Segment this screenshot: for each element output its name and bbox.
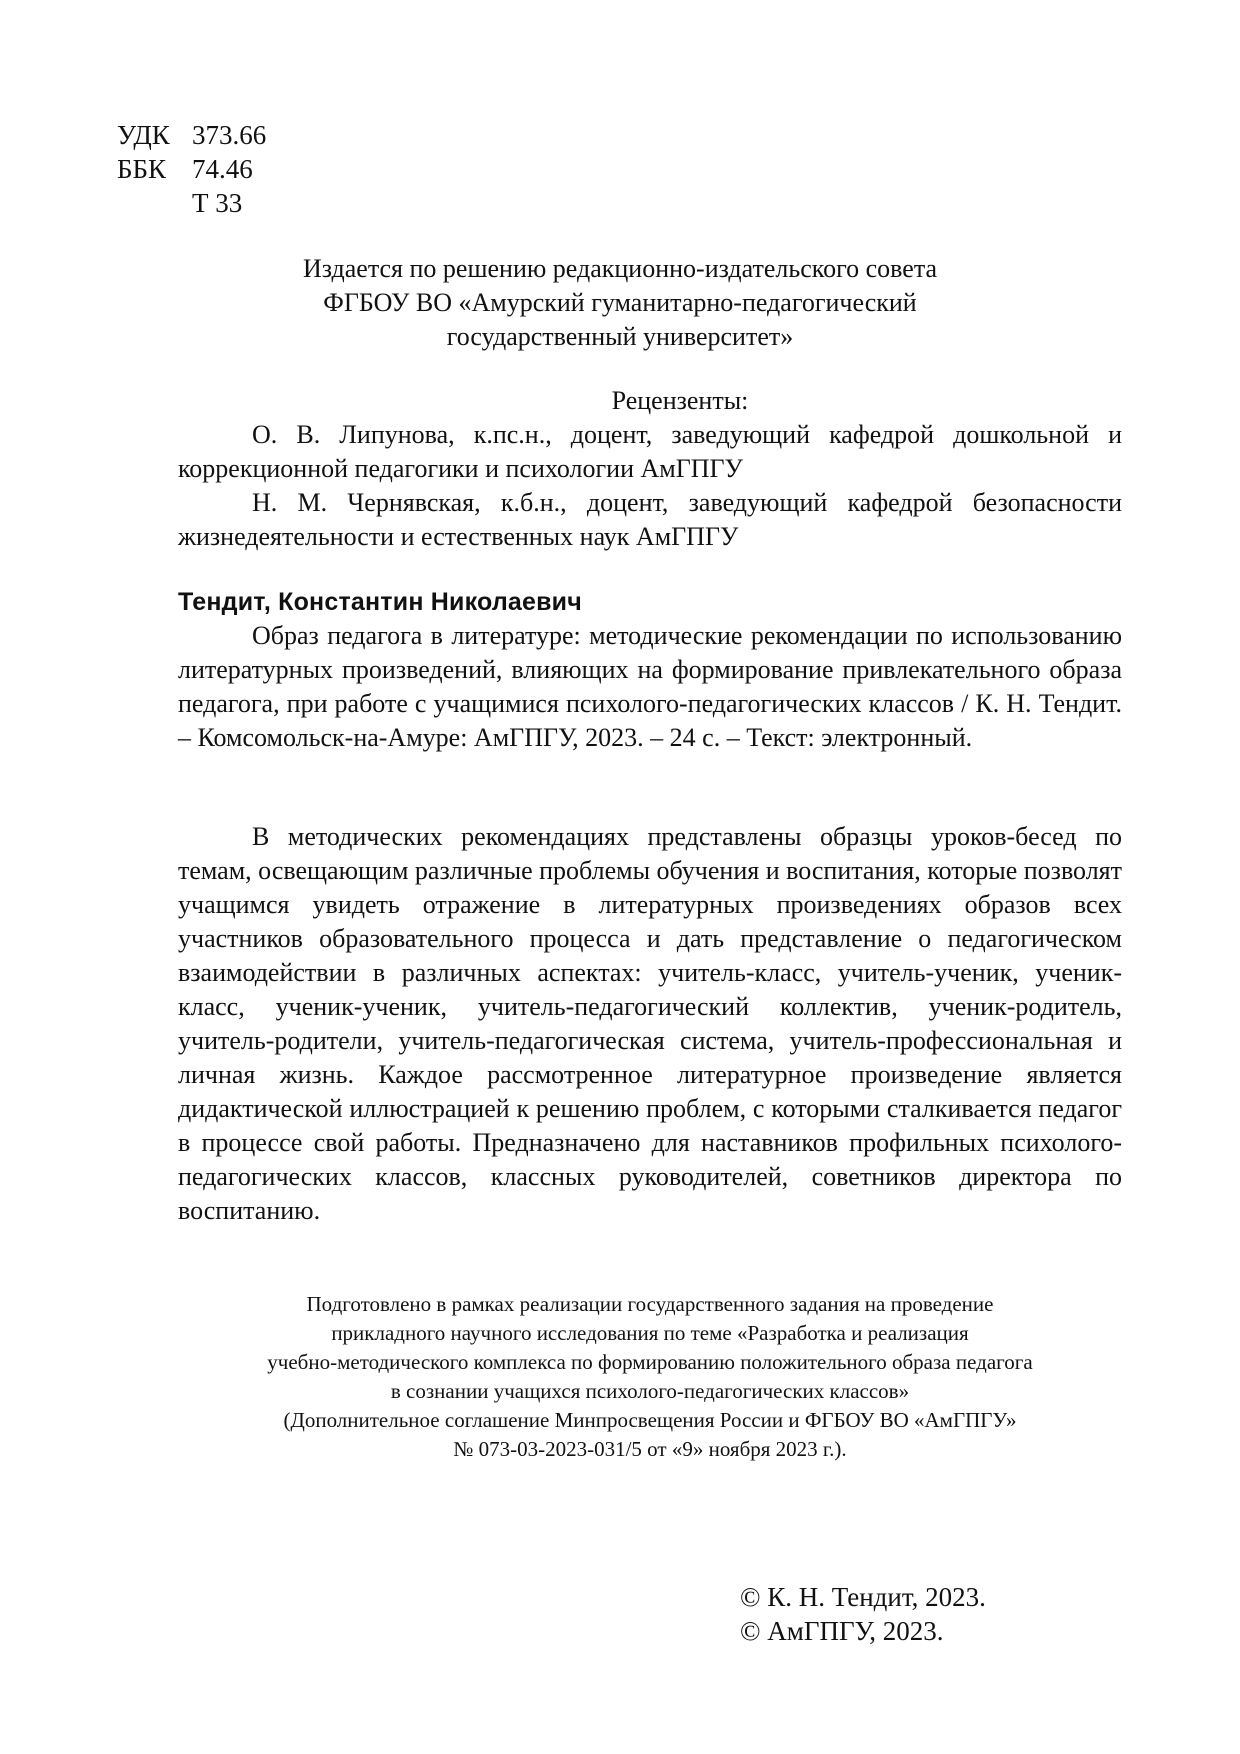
publisher-line-3: государственный университет»	[446, 322, 794, 351]
bbk-value: 74.46	[192, 154, 253, 184]
abstract-block	[178, 820, 1122, 1228]
funding-line-3: учебно-методического комплекса по формированию положительного образа педагога	[267, 1350, 1033, 1374]
funding-line-5: (Дополнительное соглашение Минпросвещения России и ФГБОУ ВО «АмГПГУ»	[283, 1408, 1017, 1432]
publisher-line-1: Издается по решению редакционно-издательского совета	[302, 254, 938, 283]
funding-line-4: в сознании учащихся психолого-педагогических классов»	[390, 1379, 910, 1403]
udc-label: УДК	[117, 120, 170, 150]
bbk-label: ББК	[117, 154, 167, 184]
author-name: Тендит, Константин Николаевич	[178, 588, 582, 616]
udc-row	[117, 118, 266, 152]
reviewers-title: Рецензенты:	[611, 386, 749, 415]
publisher-statement	[0, 252, 1240, 354]
copyright-author: © К. Н. Тендит, 2023.	[740, 1582, 986, 1612]
publisher-line-2: ФГБОУ ВО «Амурский гуманитарно-педагогический	[323, 288, 917, 317]
funding-line-6: № 073-03-2023-031/5 от «9» ноября 2023 г.).	[453, 1437, 847, 1461]
funding-line-2: прикладного научного исследования по теме «Разработка и реализация	[331, 1321, 969, 1345]
copyright-university: © АмГПГУ, 2023.	[740, 1616, 944, 1646]
funding-note	[150, 1290, 1150, 1464]
reviewer-1: О. В. Липунова, к.пс.н., доцент, заведующий кафедрой дошкольной и коррекционной педагогики и психологии АмГПГУ	[178, 420, 1122, 483]
bbk-row	[117, 152, 266, 186]
author-mark-row	[117, 186, 266, 220]
reviewers-block	[178, 384, 1122, 554]
abstract-text: В методических рекомендациях представлены образцы уроков-бесед по темам, освещающим различные проблемы обучения и воспитания, которые позволят учащимся увидеть отражение в литературных произведениях образов всех участников образовательного процесса и дать представление о педагогическом взаимодействии в различных аспектах: учитель-класс, учитель-ученик, ученик-класс, ученик-ученик, учитель-педагогический коллектив, ученик-родитель, учитель-родители, учитель-педагогическая система, учитель-профессиональная и личная жизнь. Каждое рассмотренное литературное произведение является дидактической иллюстрацией к решению проблем, с которыми сталкивается педагог в процессе свой работы. Предназначено для наставников профильных психолого-педагогических классов, классных руководителей, советников директора по воспитанию.	[178, 822, 1122, 1225]
copyright-block	[740, 1580, 986, 1648]
funding-line-1: Подготовлено в рамках реализации государственного задания на проведение	[306, 1292, 994, 1316]
classification-block	[117, 118, 266, 220]
udc-value: 373.66	[192, 120, 267, 150]
reviewer-2: Н. М. Чернявская, к.б.н., доцент, заведующий кафедрой безопасности жизнедеятельности и естественных наук АмГПГУ	[178, 488, 1122, 551]
bibliographic-record	[178, 585, 1122, 755]
bibliographic-description: Образ педагога в литературе: методические рекомендации по использованию литературных произведений, влияющих на формирование привлекательного образа педагога, при работе с учащимися психолого-педагогических классов / К. Н. Тендит. – Комсомольск-на-Амуре: АмГПГУ, 2023. – 24 с. – Текст: электронный.	[178, 621, 1122, 752]
author-mark: Т 33	[192, 188, 243, 218]
